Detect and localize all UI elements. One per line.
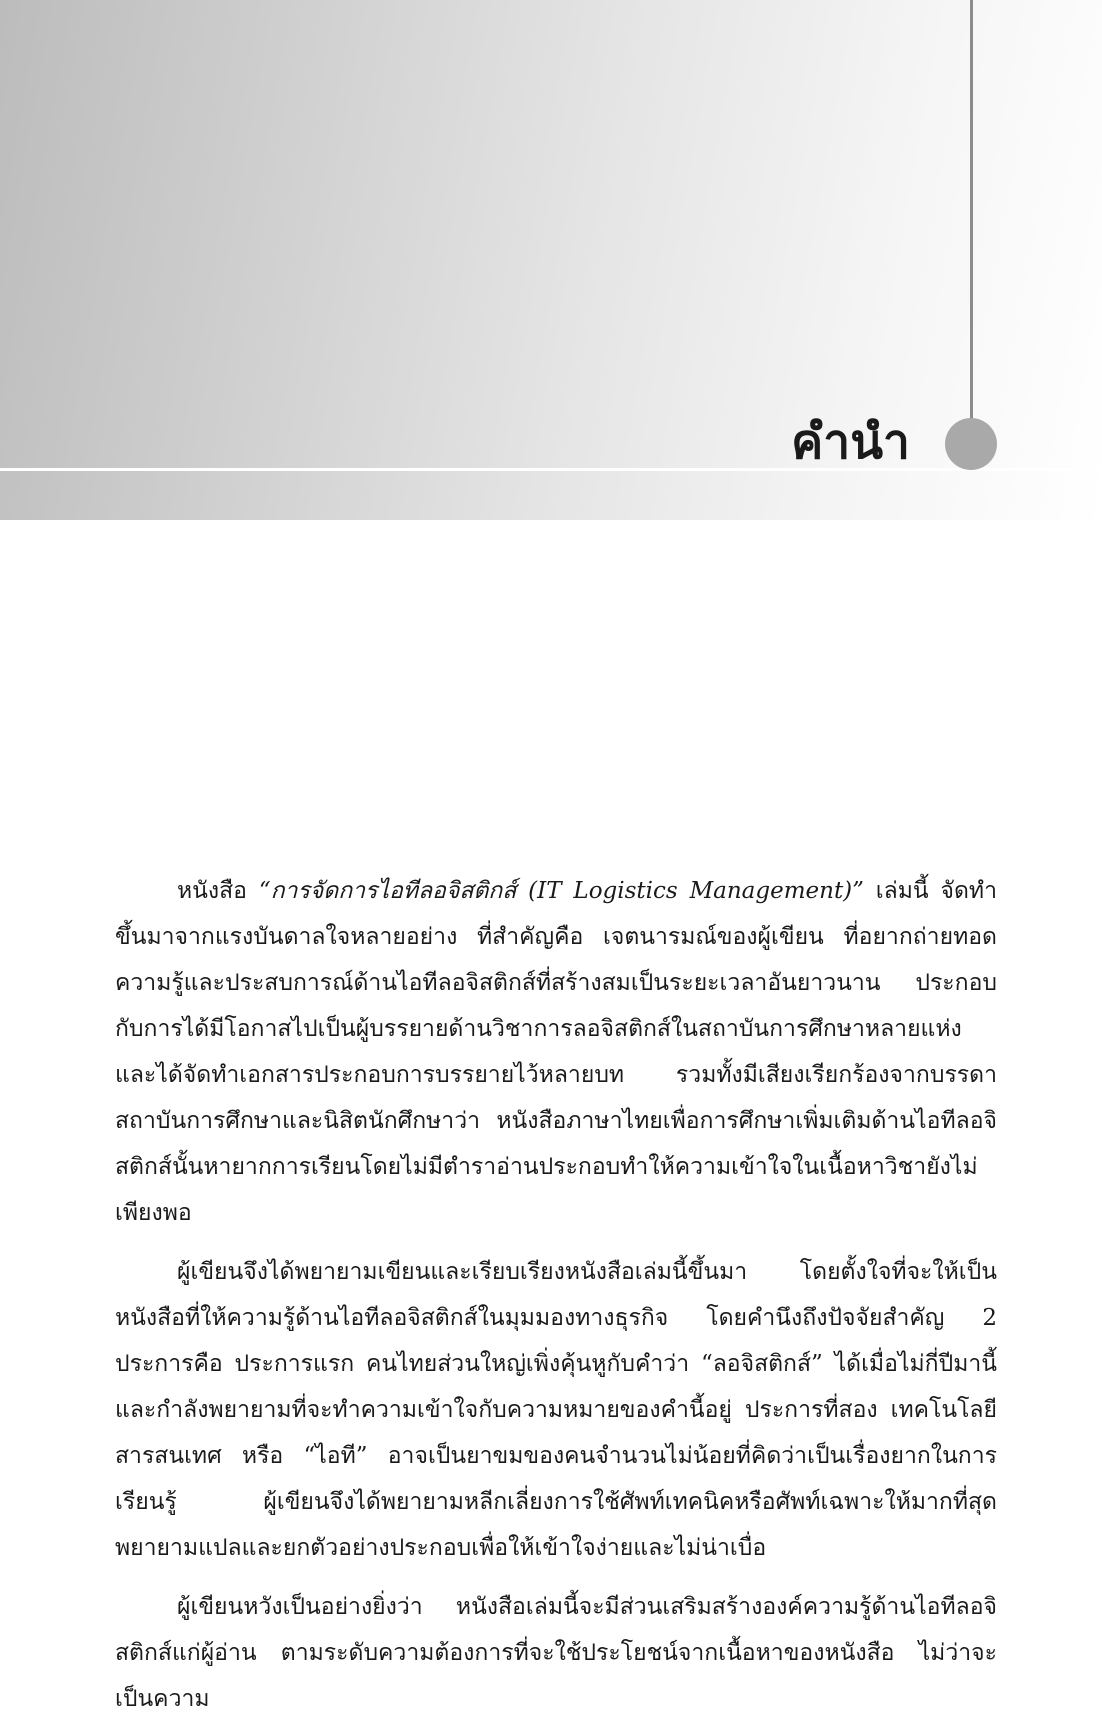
page-title: คำนำ <box>791 414 910 470</box>
title-bullet-dot <box>945 418 997 470</box>
paragraph-1-lead: หนังสือ <box>177 878 259 904</box>
paragraph-1-rest: เล่มนี้ จัดทำขึ้นมาจากแรงบันดาลใจหลายอย่าง ที่สำคัญคือ เจตนารมณ์ของผู้เขียน ที่อยากถ่ายทอดความรู้และประสบการณ์ด้านไอทีลอจิสติกส์ที่สร้างสมเป็นระยะเวลาอันยาวนาน ประกอบกับการได้มีโอกาสไปเป็นผู้บรรยายด้านวิชาการลอจิสติกส์ในสถาบันการศึกษาหลายแห่ง และได้จัดทำเอกสารประกอบการบรรยายไว้หลายบท รวมทั้งมีเสียงเรียกร้องจากบรรดาสถาบันการศึกษาและนิสิตนักศึกษาว่า หนังสือภาษาไทยเพื่อการศึกษาเพิ่มเติมด้านไอทีลอจิสติกส์นั้นหายากการเรียนโดยไม่มีตำราอ่านประกอบทำให้ความเข้าใจในเนื้อหาวิชายังไม่เพียงพอ <box>115 878 998 1226</box>
header-banner <box>0 0 1102 520</box>
book-title-emphasis: “การจัดการไอทีลอจิสติกส์ (IT Logistics Management)” <box>258 878 864 904</box>
header-divider <box>0 468 1102 471</box>
body-text <box>115 868 997 1735</box>
paragraph-2: ผู้เขียนจึงได้พยายามเขียนและเรียบเรียงหนังสือเล่มนี้ขึ้นมา โดยตั้งใจที่จะให้เป็นหนังสือที่ให้ความรู้ด้านไอทีลอจิสติกส์ในมุมมองทางธุรกิจ โดยคำนึงถึงปัจจัยสำคัญ 2 ประการคือ ประการแรก คนไทยส่วนใหญ่เพิ่งคุ้นหูกับคำว่า “ลอจิสติกส์” ได้เมื่อไม่กี่ปีมานี้ และกำลังพยายามที่จะทำความเข้าใจกับความหมายของคำนี้อยู่ ประการที่สอง เทคโนโลยีสารสนเทศ หรือ “ไอที” อาจเป็นยาขมของคนจำนวนไม่น้อยที่คิดว่าเป็นเรื่องยากในการเรียนรู้ ผู้เขียนจึงได้พยายามหลีกเลี่ยงการใช้ศัพท์เทคนิคหรือศัพท์เฉพาะให้มากที่สุด พยายามแปลและยกตัวอย่างประกอบเพื่อให้เข้าใจง่ายและไม่น่าเบื่อ <box>115 1259 997 1561</box>
paragraph-3: ผู้เขียนหวังเป็นอย่างยิ่งว่า หนังสือเล่มนี้จะมีส่วนเสริมสร้างองค์ความรู้ด้านไอทีลอจิสติกส์แก่ผู้อ่าน ตามระดับความต้องการที่จะใช้ประโยชน์จากเนื้อหาของหนังสือ ไม่ว่าจะเป็นความ <box>115 1594 997 1712</box>
paragraph-1 <box>115 868 997 1236</box>
vertical-divider <box>970 0 973 420</box>
